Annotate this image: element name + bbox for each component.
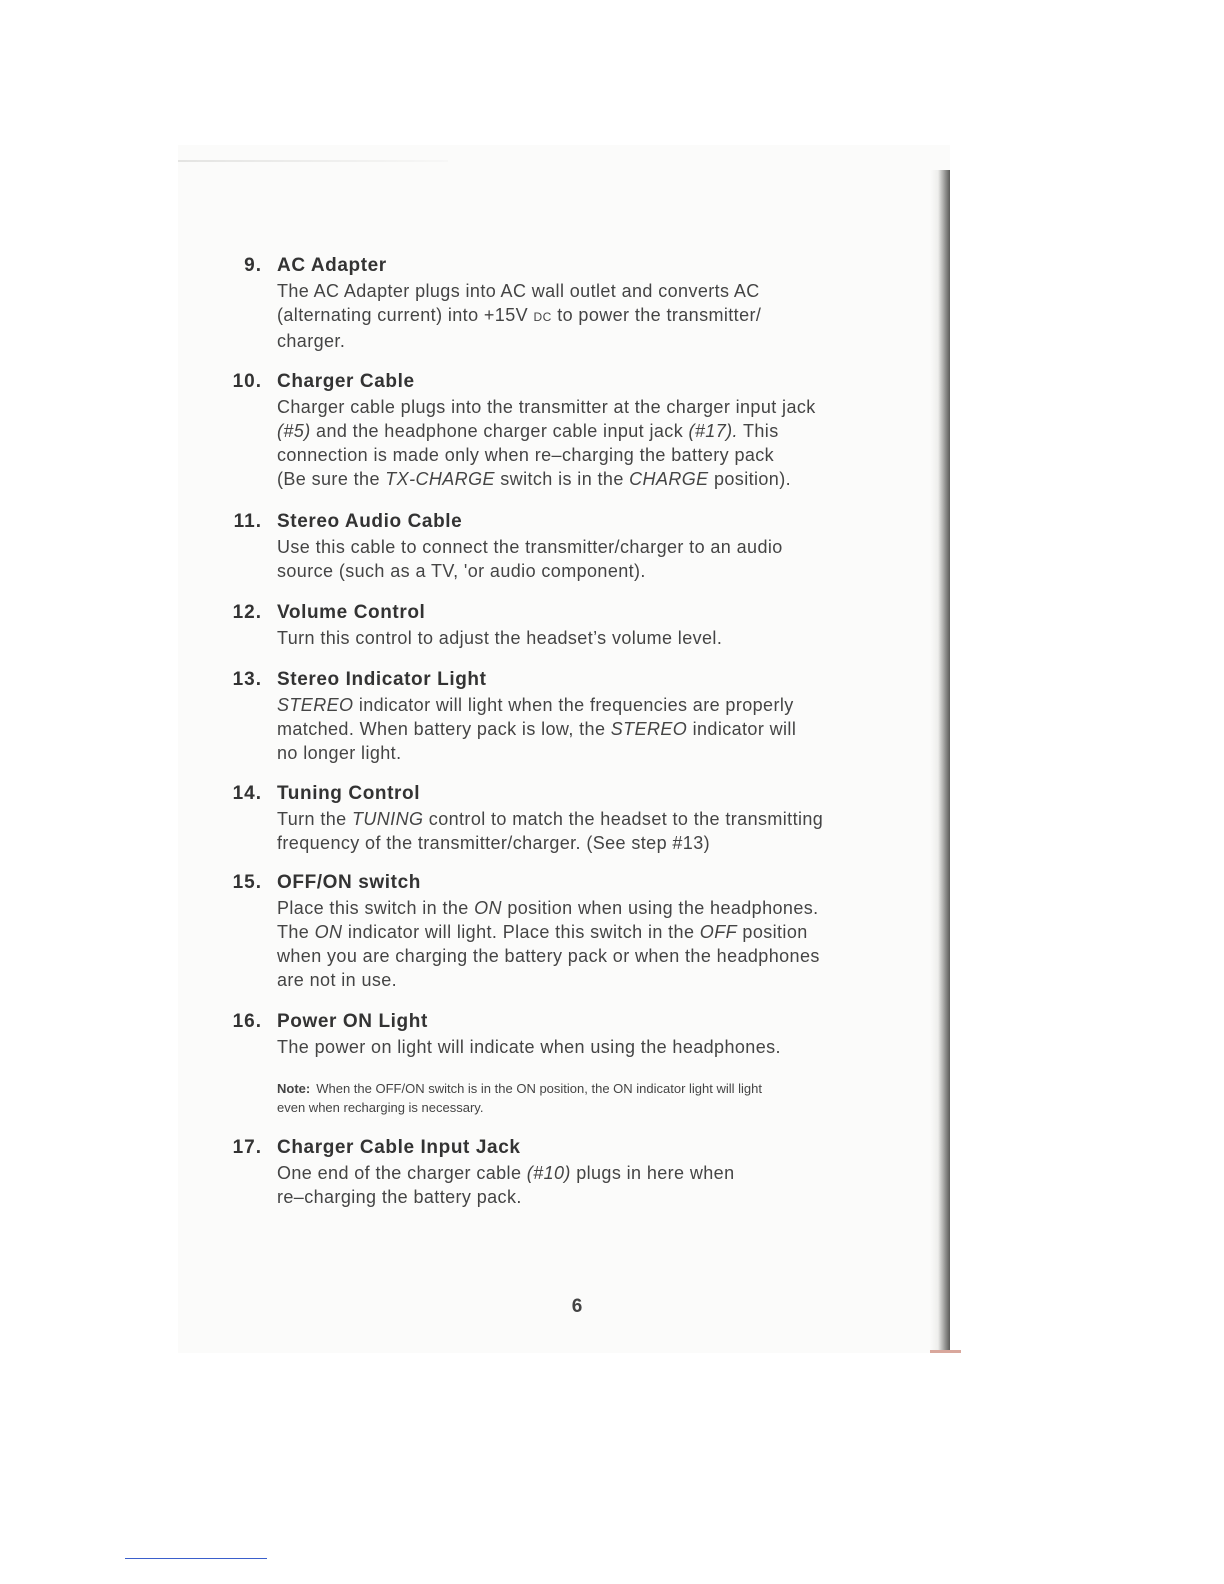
item-number: 14. <box>232 783 262 804</box>
bottom-rule <box>125 1558 267 1559</box>
note-text-continued: even when recharging is necessary. <box>277 1100 484 1115</box>
item-title: Charger Cable <box>277 371 415 392</box>
item-description: Place this switch in the ON position when using the headphones. The ON indicator will light. Place this switch in the OFF position when you are charging the battery pack or when the headphones are not in use. <box>277 898 820 990</box>
item-description: The power on light will indicate when using the headphones. <box>277 1037 781 1057</box>
item-title: Stereo Audio Cable <box>277 511 463 532</box>
item-description: STEREO indicator will light when the frequencies are properly matched. When battery pack is low, the STEREO indicator will no longer light. <box>277 695 797 763</box>
item-title: Volume Control <box>277 602 426 623</box>
page-edge-foot <box>930 1350 961 1353</box>
item-title: Stereo Indicator Light <box>277 669 487 690</box>
item-title: Power ON Light <box>277 1011 428 1032</box>
note-text: When the OFF/ON switch is in the ON position, the ON indicator light will light <box>316 1081 762 1096</box>
item-description: Turn the TUNING control to match the headset to the transmitting frequency of the transmitter/charger. (See step #13) <box>277 809 824 853</box>
item-description: Charger cable plugs into the transmitter at the charger input jack (#5) and the headphone charger cable input jack (#17). This connection is made only when re–charging the battery pack (Be sure the TX-CHARGE switch is in the CHARGE position). <box>277 397 816 489</box>
item-number: 15. <box>232 872 262 893</box>
item-number: 12. <box>232 602 262 623</box>
note-label: Note: <box>277 1081 311 1096</box>
item-title: AC Adapter <box>277 255 387 276</box>
item-number: 13. <box>232 669 262 690</box>
item-number: 10. <box>232 371 262 392</box>
page-top-rule <box>178 160 448 162</box>
note <box>277 1079 762 1117</box>
item-description: Use this cable to connect the transmitter/charger to an audio source (such as a TV, 'or audio component). <box>277 537 783 581</box>
item-number: 16. <box>232 1011 262 1032</box>
item-number: 17. <box>232 1137 262 1158</box>
item-number: 9. <box>244 255 262 276</box>
page-edge-shadow <box>930 170 950 1352</box>
item-title: Charger Cable Input Jack <box>277 1137 521 1158</box>
page-number: 6 <box>571 1296 583 1317</box>
item-title: Tuning Control <box>277 783 421 804</box>
item-description: Turn this control to adjust the headset’s volume level. <box>277 628 723 648</box>
item-description: One end of the charger cable (#10) plugs in here when re–charging the battery pack. <box>277 1163 735 1207</box>
item-number: 11. <box>233 511 262 532</box>
item-title: OFF/ON switch <box>277 872 421 893</box>
item-description: The AC Adapter plugs into AC wall outlet and converts AC (alternating current) into +15V DC to power the transmitter/ charger. <box>277 281 762 351</box>
